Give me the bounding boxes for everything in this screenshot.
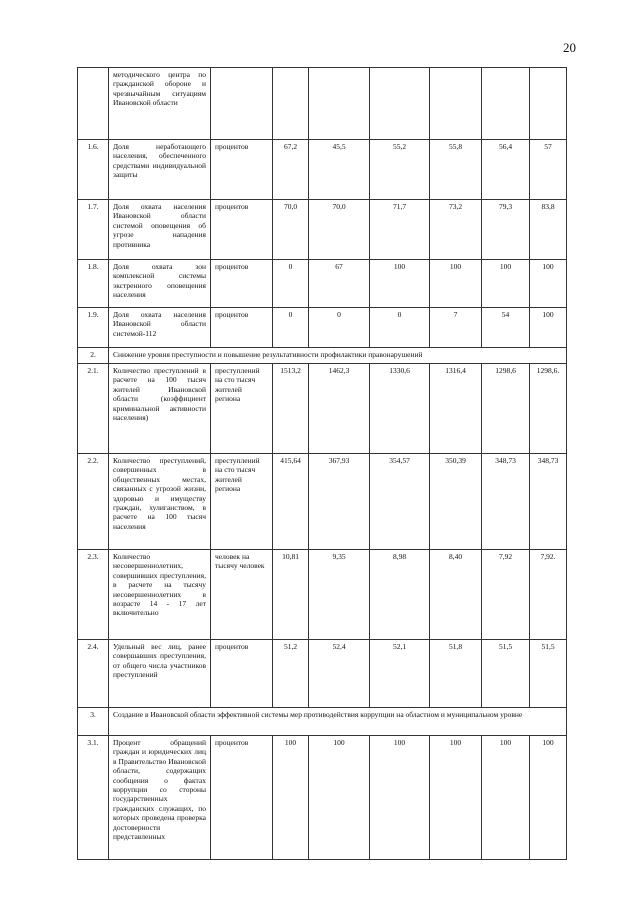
- section-title: Снижение уровня преступности и повышение результативности профилактики правонарушений: [109, 348, 567, 364]
- table-row: [78, 200, 567, 260]
- value-cell: 100: [482, 736, 530, 860]
- section-row: [78, 348, 567, 364]
- value-cell: 7: [430, 308, 482, 348]
- table-body: [78, 68, 567, 860]
- row-number: 2.2.: [78, 454, 109, 550]
- indicator-name: Процент обращений граждан и юридических лиц в Правительство Ивановской области, содержащих сообщения о фактах коррупции со стороны государственных гражданских служащих, по которых проведена проверка достоверности представленных: [109, 736, 211, 860]
- indicator-name: Количество преступлений, совершенных в общественных местах, связанных с угрозой жизни, здоровью и имуществу граждан, хулиганством, в расчете на 100 тысяч населения: [109, 454, 211, 550]
- row-number: 2.4.: [78, 640, 109, 708]
- value-cell: [530, 68, 567, 140]
- indicator-name: Доля охвата населения Ивановской области системой оповещения об угрозе нападения противника: [109, 200, 211, 260]
- value-cell: 0: [370, 308, 430, 348]
- value-cell: 1298,6: [482, 364, 530, 454]
- indicator-name: Доля неработающего населения, обеспеченного средствами индивидуальной защиты: [109, 140, 211, 200]
- value-cell: 51,8: [430, 640, 482, 708]
- value-cell: 52,4: [309, 640, 370, 708]
- value-cell: 51,2: [273, 640, 309, 708]
- value-cell: 100: [430, 736, 482, 860]
- value-cell: 67,2: [273, 140, 309, 200]
- value-cell: 0: [309, 308, 370, 348]
- value-cell: 100: [530, 736, 567, 860]
- value-cell: 10,81: [273, 550, 309, 640]
- value-cell: 1462,3: [309, 364, 370, 454]
- unit-cell: процентов: [211, 736, 273, 860]
- indicator-name: Количество преступлений в расчете на 100 тысяч жителей Ивановской области (коэффициент криминальной активности населения): [109, 364, 211, 454]
- indicator-name: Удельный вес лиц, ранее совершавших преступления, от общего числа участников преступлений: [109, 640, 211, 708]
- value-cell: 55,2: [370, 140, 430, 200]
- row-number: 3.1.: [78, 736, 109, 860]
- unit-cell: [211, 68, 273, 140]
- unit-cell: процентов: [211, 200, 273, 260]
- value-cell: 56,4: [482, 140, 530, 200]
- value-cell: [309, 68, 370, 140]
- value-cell: 0: [273, 308, 309, 348]
- table-row: [78, 550, 567, 640]
- value-cell: 51,5: [482, 640, 530, 708]
- indicator-name: Доля охвата населения Ивановской области системой-112: [109, 308, 211, 348]
- row-number: 1.7.: [78, 200, 109, 260]
- table-row: [78, 68, 567, 140]
- value-cell: 7,92: [482, 550, 530, 640]
- value-cell: 70,0: [273, 200, 309, 260]
- value-cell: 1330,6: [370, 364, 430, 454]
- value-cell: 57: [530, 140, 567, 200]
- value-cell: 100: [530, 260, 567, 308]
- value-cell: 354,57: [370, 454, 430, 550]
- value-cell: 70,0: [309, 200, 370, 260]
- value-cell: 415,64: [273, 454, 309, 550]
- value-cell: 9,35: [309, 550, 370, 640]
- value-cell: 350,39: [430, 454, 482, 550]
- value-cell: 348,73: [530, 454, 567, 550]
- value-cell: [273, 68, 309, 140]
- unit-cell: преступлений на сто тысяч жителей региона: [211, 454, 273, 550]
- table-row: [78, 736, 567, 860]
- value-cell: [482, 68, 530, 140]
- value-cell: 54: [482, 308, 530, 348]
- value-cell: 348,73: [482, 454, 530, 550]
- unit-cell: процентов: [211, 260, 273, 308]
- indicator-name: Количество несовершеннолетних, совершивших преступления, в расчете на тысячу несовершеннолетних в возрасте 14 - 17 лет включительно: [109, 550, 211, 640]
- table-row: [78, 454, 567, 550]
- page-number: 20: [563, 40, 576, 55]
- row-number: 2.3.: [78, 550, 109, 640]
- value-cell: 52,1: [370, 640, 430, 708]
- value-cell: 7,92.: [530, 550, 567, 640]
- value-cell: 1298,6.: [530, 364, 567, 454]
- unit-cell: процентов: [211, 308, 273, 348]
- value-cell: 100: [273, 736, 309, 860]
- value-cell: 71,7: [370, 200, 430, 260]
- section-number: 2.: [78, 348, 109, 364]
- value-cell: 8,40: [430, 550, 482, 640]
- value-cell: 79,3: [482, 200, 530, 260]
- row-number: 1.8.: [78, 260, 109, 308]
- table-row: [78, 140, 567, 200]
- value-cell: 100: [309, 736, 370, 860]
- value-cell: 100: [370, 736, 430, 860]
- value-cell: 1513,2: [273, 364, 309, 454]
- section-row: [78, 708, 567, 736]
- table-row: [78, 260, 567, 308]
- table-row: [78, 364, 567, 454]
- value-cell: 1316,4: [430, 364, 482, 454]
- row-number: 2.1.: [78, 364, 109, 454]
- value-cell: 100: [370, 260, 430, 308]
- section-title: Создание в Ивановской области эффективной системы мер противодействия коррупции на областном и муниципальном уровне: [109, 708, 567, 736]
- indicator-name: Доля охвата зон комплексной системы экстренного оповещения населения: [109, 260, 211, 308]
- value-cell: 67: [309, 260, 370, 308]
- unit-cell: процентов: [211, 640, 273, 708]
- value-cell: 51,5: [530, 640, 567, 708]
- unit-cell: человек на тысячу человек: [211, 550, 273, 640]
- value-cell: 100: [482, 260, 530, 308]
- table-row: [78, 640, 567, 708]
- value-cell: 83,8: [530, 200, 567, 260]
- value-cell: 100: [530, 308, 567, 348]
- value-cell: 0: [273, 260, 309, 308]
- value-cell: [430, 68, 482, 140]
- value-cell: 73,2: [430, 200, 482, 260]
- value-cell: 55,8: [430, 140, 482, 200]
- value-cell: [370, 68, 430, 140]
- unit-cell: процентов: [211, 140, 273, 200]
- indicators-table: [77, 67, 567, 860]
- section-number: 3.: [78, 708, 109, 736]
- value-cell: 45,5: [309, 140, 370, 200]
- row-number: 1.9.: [78, 308, 109, 348]
- row-number: [78, 68, 109, 140]
- value-cell: 367,93: [309, 454, 370, 550]
- table-row: [78, 308, 567, 348]
- row-number: 1.6.: [78, 140, 109, 200]
- value-cell: 8,98: [370, 550, 430, 640]
- unit-cell: преступлений на сто тысяч жителей региона: [211, 364, 273, 454]
- indicator-name: методического центра по гражданской обороне и чрезвычайным ситуациям Ивановской области: [109, 68, 211, 140]
- value-cell: 100: [430, 260, 482, 308]
